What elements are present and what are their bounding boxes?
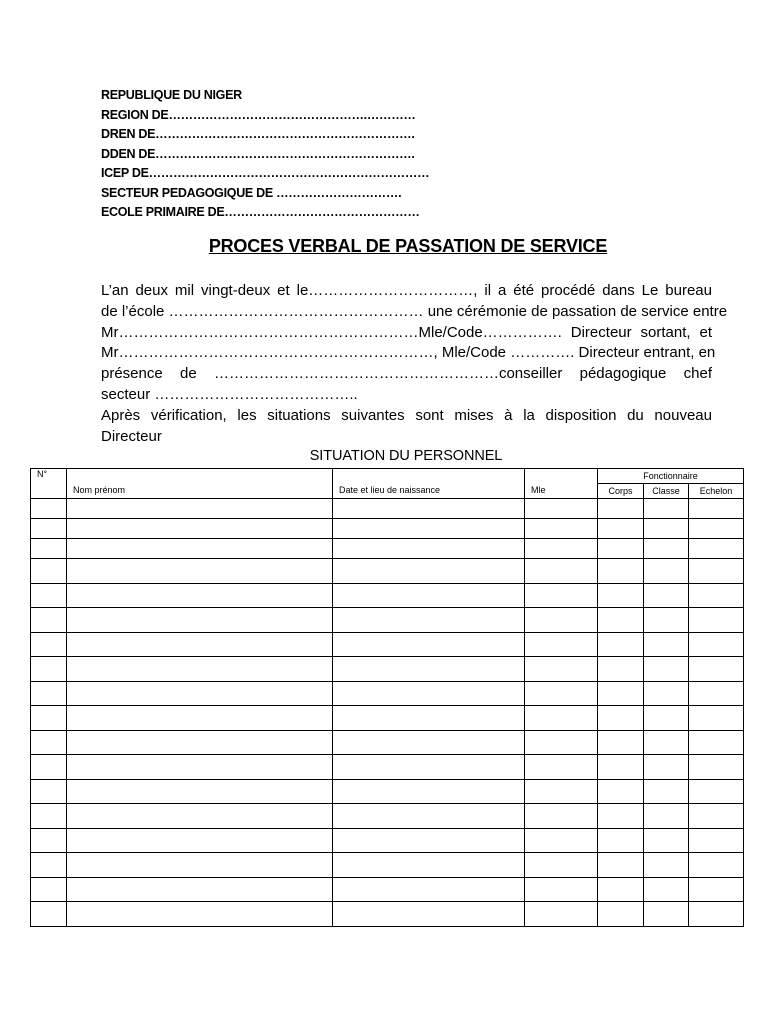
cell-mle	[525, 804, 598, 829]
cell-number	[31, 657, 67, 682]
cell-corps	[598, 780, 644, 804]
cell-mle	[525, 519, 598, 539]
col-header-number: N°	[31, 469, 67, 499]
col-header-birth: Date et lieu de naissance	[333, 469, 525, 499]
cell-mle	[525, 853, 598, 878]
table-row	[31, 706, 744, 731]
cell-corps	[598, 902, 644, 927]
cell-mle	[525, 539, 598, 559]
table-row	[31, 584, 744, 608]
table-row	[31, 829, 744, 853]
cell-number	[31, 878, 67, 902]
cell-birth	[333, 755, 525, 780]
table-row	[31, 804, 744, 829]
table-row	[31, 519, 744, 539]
body-line: Mr……………………………………………………Mle/Code……………. Directeur sortant, et	[101, 323, 712, 341]
body-line: présence de …………………………………………………conseiller pédagogique chef	[101, 365, 712, 383]
cell-corps	[598, 584, 644, 608]
cell-corps	[598, 878, 644, 902]
cell-birth	[333, 559, 525, 584]
cell-corps	[598, 829, 644, 853]
cell-number	[31, 902, 67, 927]
cell-classe	[644, 878, 689, 902]
cell-mle	[525, 584, 598, 608]
cell-corps	[598, 608, 644, 633]
header-ecole: ECOLE PRIMAIRE DE…………………………………………	[101, 205, 420, 219]
table-row	[31, 780, 744, 804]
header-region: REGION DE………………………………………….…………	[101, 107, 416, 122]
cell-corps	[598, 731, 644, 755]
cell-echelon	[689, 853, 744, 878]
table-row	[31, 755, 744, 780]
cell-corps	[598, 657, 644, 682]
cell-birth	[333, 878, 525, 902]
cell-classe	[644, 499, 689, 519]
cell-mle	[525, 902, 598, 927]
header-icep: ICEP DE……………………………………………………………	[101, 166, 430, 180]
cell-echelon	[689, 682, 744, 706]
cell-classe	[644, 804, 689, 829]
cell-birth	[333, 902, 525, 927]
cell-mle	[525, 706, 598, 731]
cell-mle	[525, 608, 598, 633]
cell-birth	[333, 608, 525, 633]
cell-number	[31, 731, 67, 755]
cell-name	[67, 780, 333, 804]
cell-mle	[525, 878, 598, 902]
cell-mle	[525, 682, 598, 706]
document-title: PROCES VERBAL DE PASSATION DE SERVICE	[208, 236, 608, 256]
cell-birth	[333, 519, 525, 539]
cell-echelon	[689, 633, 744, 657]
cell-mle	[525, 499, 598, 519]
cell-name	[67, 804, 333, 829]
administrative-header	[101, 86, 429, 223]
cell-echelon	[689, 499, 744, 519]
table-row	[31, 853, 744, 878]
cell-mle	[525, 633, 598, 657]
cell-name	[67, 731, 333, 755]
table-row	[31, 608, 744, 633]
cell-classe	[644, 657, 689, 682]
cell-classe	[644, 539, 689, 559]
cell-mle	[525, 657, 598, 682]
cell-birth	[333, 706, 525, 731]
cell-classe	[644, 902, 689, 927]
table-row	[31, 633, 744, 657]
cell-number	[31, 780, 67, 804]
cell-number	[31, 706, 67, 731]
cell-birth	[333, 633, 525, 657]
cell-number	[31, 519, 67, 539]
cell-mle	[525, 731, 598, 755]
cell-echelon	[689, 878, 744, 902]
cell-birth	[333, 539, 525, 559]
cell-birth	[333, 780, 525, 804]
cell-echelon	[689, 731, 744, 755]
body-line: de l’école …………………………………………… une cérémonie de passation de service entre	[101, 302, 728, 320]
cell-classe	[644, 519, 689, 539]
cell-name	[67, 878, 333, 902]
cell-corps	[598, 853, 644, 878]
cell-classe	[644, 853, 689, 878]
header-dren: DREN DE……………………………………………………….	[101, 127, 415, 141]
header-republic: REPUBLIQUE DU NIGER	[101, 88, 242, 102]
cell-name	[67, 755, 333, 780]
cell-classe	[644, 559, 689, 584]
cell-echelon	[689, 608, 744, 633]
cell-corps	[598, 539, 644, 559]
cell-number	[31, 608, 67, 633]
cell-name	[67, 584, 333, 608]
section-title: SITUATION DU PERSONNEL	[309, 448, 503, 464]
cell-birth	[333, 731, 525, 755]
table-row	[31, 731, 744, 755]
cell-number	[31, 499, 67, 519]
body-line: Directeur	[101, 427, 162, 445]
col-header-mle: Mle	[525, 469, 598, 499]
cell-number	[31, 755, 67, 780]
col-header-corps: Corps	[598, 484, 644, 499]
table-row	[31, 902, 744, 927]
table-row	[31, 559, 744, 584]
cell-corps	[598, 633, 644, 657]
cell-number	[31, 853, 67, 878]
cell-corps	[598, 804, 644, 829]
cell-corps	[598, 519, 644, 539]
cell-echelon	[689, 902, 744, 927]
cell-echelon	[689, 755, 744, 780]
cell-name	[67, 559, 333, 584]
body-line: Après vérification, les situations suivantes sont mises à la disposition du nouveau	[101, 406, 712, 424]
cell-birth	[333, 804, 525, 829]
cell-corps	[598, 499, 644, 519]
table-row	[31, 878, 744, 902]
body-paragraph	[101, 281, 728, 447]
cell-name	[67, 706, 333, 731]
cell-corps	[598, 755, 644, 780]
cell-echelon	[689, 780, 744, 804]
cell-echelon	[689, 519, 744, 539]
col-header-echelon: Echelon	[689, 484, 744, 499]
cell-name	[67, 853, 333, 878]
cell-mle	[525, 780, 598, 804]
header-dden: DDEN DE……………………………………………………….	[101, 146, 415, 161]
table-row	[31, 499, 744, 519]
cell-number	[31, 682, 67, 706]
table-row	[31, 657, 744, 682]
cell-name	[67, 902, 333, 927]
cell-echelon	[689, 829, 744, 853]
cell-corps	[598, 559, 644, 584]
cell-number	[31, 633, 67, 657]
cell-birth	[333, 657, 525, 682]
cell-birth	[333, 682, 525, 706]
body-line: secteur …………………………………..	[101, 385, 358, 403]
cell-name	[67, 608, 333, 633]
table-row	[31, 539, 744, 559]
cell-corps	[598, 706, 644, 731]
col-header-name: Nom prénom	[67, 469, 333, 499]
header-secteur: SECTEUR PEDAGOGIQUE DE ………………………….	[101, 185, 402, 200]
cell-echelon	[689, 706, 744, 731]
cell-birth	[333, 499, 525, 519]
cell-number	[31, 804, 67, 829]
cell-classe	[644, 829, 689, 853]
cell-name	[67, 657, 333, 682]
cell-birth	[333, 853, 525, 878]
cell-mle	[525, 559, 598, 584]
cell-echelon	[689, 804, 744, 829]
cell-classe	[644, 633, 689, 657]
cell-classe	[644, 706, 689, 731]
cell-classe	[644, 780, 689, 804]
cell-birth	[333, 584, 525, 608]
col-header-classe: Classe	[644, 484, 689, 499]
cell-number	[31, 829, 67, 853]
cell-echelon	[689, 539, 744, 559]
cell-number	[31, 539, 67, 559]
cell-echelon	[689, 584, 744, 608]
cell-echelon	[689, 657, 744, 682]
cell-name	[67, 682, 333, 706]
cell-name	[67, 829, 333, 853]
body-line: L’an deux mil vingt-deux et le……………………………, il a été procédé dans Le bureau	[101, 282, 712, 299]
cell-name	[67, 519, 333, 539]
cell-number	[31, 559, 67, 584]
staff-table	[30, 468, 744, 927]
cell-number	[31, 584, 67, 608]
cell-echelon	[689, 559, 744, 584]
cell-classe	[644, 682, 689, 706]
cell-birth	[333, 829, 525, 853]
col-header-fonctionnaire: Fonctionnaire	[598, 469, 744, 484]
cell-name	[67, 499, 333, 519]
cell-name	[67, 633, 333, 657]
cell-name	[67, 539, 333, 559]
cell-classe	[644, 755, 689, 780]
cell-classe	[644, 731, 689, 755]
cell-mle	[525, 829, 598, 853]
body-line: Mr………………………………………………………, Mle/Code …………. Directeur entrant, en	[101, 344, 716, 362]
cell-corps	[598, 682, 644, 706]
cell-classe	[644, 584, 689, 608]
cell-mle	[525, 755, 598, 780]
table-row	[31, 682, 744, 706]
cell-classe	[644, 608, 689, 633]
